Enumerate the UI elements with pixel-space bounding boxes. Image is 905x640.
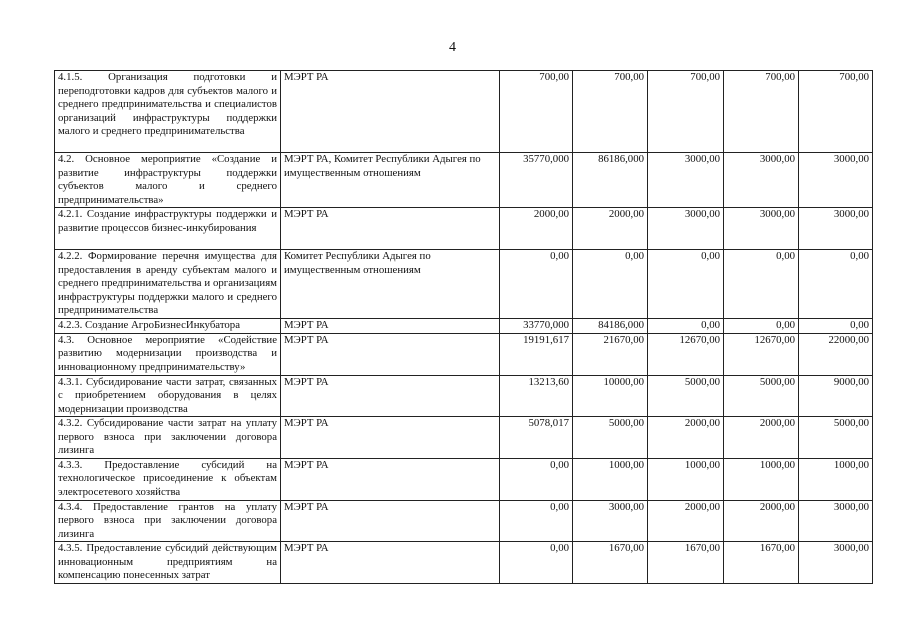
amount-cell: 1670,00 bbox=[724, 542, 799, 584]
amount-cell: 700,00 bbox=[799, 71, 873, 153]
amount-cell: 21670,00 bbox=[573, 333, 648, 375]
amount-cell: 3000,00 bbox=[724, 153, 799, 208]
amount-cell: 5000,00 bbox=[724, 375, 799, 417]
table-row bbox=[55, 71, 873, 153]
amount-cell: 3000,00 bbox=[648, 208, 724, 250]
amount-cell: 10000,00 bbox=[573, 375, 648, 417]
program-table bbox=[54, 70, 873, 584]
amount-cell: 1670,00 bbox=[648, 542, 724, 584]
amount-cell: 0,00 bbox=[799, 250, 873, 319]
activity-name-cell: 4.3.1. Субсидирование части затрат, связанных с приобретением оборудования в целях модернизации производства bbox=[55, 375, 281, 417]
amount-cell: 0,00 bbox=[573, 250, 648, 319]
executor-cell: МЭРТ РА bbox=[281, 500, 500, 542]
executor-cell: МЭРТ РА bbox=[281, 458, 500, 500]
amount-cell: 1670,00 bbox=[573, 542, 648, 584]
amount-cell: 5000,00 bbox=[573, 417, 648, 459]
amount-cell: 2000,00 bbox=[724, 417, 799, 459]
table-row bbox=[55, 208, 873, 250]
executor-cell: МЭРТ РА bbox=[281, 333, 500, 375]
amount-cell: 19191,617 bbox=[500, 333, 573, 375]
table-row bbox=[55, 458, 873, 500]
amount-cell: 3000,00 bbox=[573, 500, 648, 542]
amount-cell: 0,00 bbox=[500, 250, 573, 319]
table-row bbox=[55, 542, 873, 584]
amount-cell: 22000,00 bbox=[799, 333, 873, 375]
amount-cell: 86186,000 bbox=[573, 153, 648, 208]
activity-name-cell: 4.3.5. Предоставление субсидий действующим инновационным предприятиям на компенсацию понесенных затрат bbox=[55, 542, 281, 584]
amount-cell: 33770,000 bbox=[500, 319, 573, 334]
amount-cell: 3000,00 bbox=[648, 153, 724, 208]
amount-cell: 700,00 bbox=[724, 71, 799, 153]
amount-cell: 1000,00 bbox=[724, 458, 799, 500]
amount-cell: 0,00 bbox=[799, 319, 873, 334]
amount-cell: 0,00 bbox=[724, 250, 799, 319]
table-row bbox=[55, 333, 873, 375]
activity-name-cell: 4.3. Основное мероприятие «Содействие развитию модернизации производства и инновационному предпринимательству» bbox=[55, 333, 281, 375]
executor-cell: МЭРТ РА bbox=[281, 542, 500, 584]
amount-cell: 1000,00 bbox=[799, 458, 873, 500]
amount-cell: 2000,00 bbox=[573, 208, 648, 250]
activity-name-cell: 4.1.5. Организация подготовки и переподготовки кадров для субъектов малого и среднего предпринимательства и специалистов организаций инфраструктуры поддержки малого и среднего предпринимательства bbox=[55, 71, 281, 153]
amount-cell: 2000,00 bbox=[500, 208, 573, 250]
amount-cell: 35770,000 bbox=[500, 153, 573, 208]
amount-cell: 5000,00 bbox=[648, 375, 724, 417]
activity-name-cell: 4.3.2. Субсидирование части затрат на уплату первого взноса при заключении договора лизинга bbox=[55, 417, 281, 459]
executor-cell: МЭРТ РА bbox=[281, 71, 500, 153]
executor-cell: МЭРТ РА, Комитет Республики Адыгея по имущественным отношениям bbox=[281, 153, 500, 208]
amount-cell: 2000,00 bbox=[648, 417, 724, 459]
activity-name-cell: 4.2.2. Формирование перечня имущества для предоставления в аренду субъектам малого и среднего предпринимательства и организациям инфраструктуры поддержки малого и среднего предпринимательства bbox=[55, 250, 281, 319]
amount-cell: 12670,00 bbox=[648, 333, 724, 375]
amount-cell: 700,00 bbox=[648, 71, 724, 153]
amount-cell: 0,00 bbox=[500, 542, 573, 584]
table-row bbox=[55, 250, 873, 319]
table-row bbox=[55, 375, 873, 417]
amount-cell: 2000,00 bbox=[648, 500, 724, 542]
executor-cell: Комитет Республики Адыгея по имущественным отношениям bbox=[281, 250, 500, 319]
amount-cell: 3000,00 bbox=[799, 153, 873, 208]
table-body bbox=[55, 71, 873, 584]
executor-cell: МЭРТ РА bbox=[281, 208, 500, 250]
amount-cell: 9000,00 bbox=[799, 375, 873, 417]
table-row bbox=[55, 500, 873, 542]
amount-cell: 5078,017 bbox=[500, 417, 573, 459]
activity-name-cell: 4.3.3. Предоставление субсидий на технологическое присоединение к объектам электросетевого хозяйства bbox=[55, 458, 281, 500]
page-number: 4 bbox=[449, 40, 456, 55]
activity-name-cell: 4.2.3. Создание АгроБизнесИнкубатора bbox=[55, 319, 281, 334]
activity-name-cell: 4.3.4. Предоставление грантов на уплату первого взноса при заключении договора лизинга bbox=[55, 500, 281, 542]
table-row bbox=[55, 319, 873, 334]
activity-name-cell: 4.2. Основное мероприятие «Создание и развитие инфраструктуры поддержки субъектов малого и среднего предпринимательства» bbox=[55, 153, 281, 208]
amount-cell: 0,00 bbox=[500, 500, 573, 542]
amount-cell: 12670,00 bbox=[724, 333, 799, 375]
executor-cell: МЭРТ РА bbox=[281, 417, 500, 459]
amount-cell: 3000,00 bbox=[799, 208, 873, 250]
amount-cell: 13213,60 bbox=[500, 375, 573, 417]
amount-cell: 700,00 bbox=[573, 71, 648, 153]
amount-cell: 1000,00 bbox=[573, 458, 648, 500]
table-row bbox=[55, 153, 873, 208]
executor-cell: МЭРТ РА bbox=[281, 319, 500, 334]
activity-name-cell: 4.2.1. Создание инфраструктуры поддержки и развитие процессов бизнес-инкубирования bbox=[55, 208, 281, 250]
amount-cell: 3000,00 bbox=[799, 500, 873, 542]
amount-cell: 5000,00 bbox=[799, 417, 873, 459]
table-row bbox=[55, 417, 873, 459]
amount-cell: 0,00 bbox=[724, 319, 799, 334]
amount-cell: 1000,00 bbox=[648, 458, 724, 500]
amount-cell: 0,00 bbox=[648, 319, 724, 334]
executor-cell: МЭРТ РА bbox=[281, 375, 500, 417]
amount-cell: 3000,00 bbox=[799, 542, 873, 584]
amount-cell: 2000,00 bbox=[724, 500, 799, 542]
amount-cell: 0,00 bbox=[648, 250, 724, 319]
amount-cell: 3000,00 bbox=[724, 208, 799, 250]
amount-cell: 0,00 bbox=[500, 458, 573, 500]
amount-cell: 700,00 bbox=[500, 71, 573, 153]
amount-cell: 84186,000 bbox=[573, 319, 648, 334]
